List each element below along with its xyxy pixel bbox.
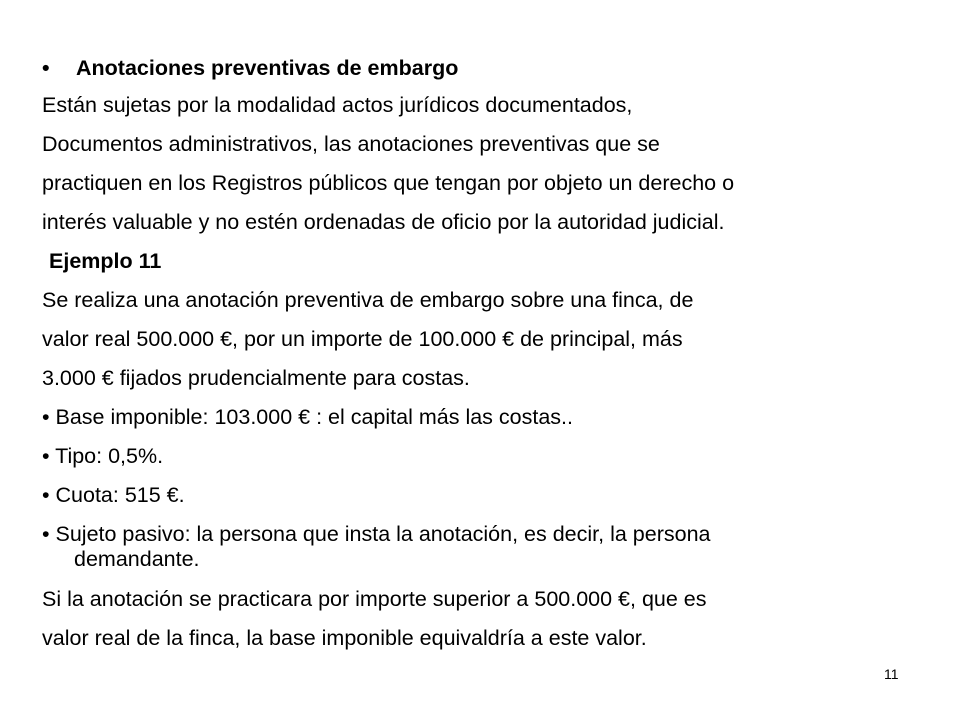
example-line-2: valor real 500.000 €, por un importe de 100.000 € de principal, más [42,327,683,351]
example-title: Ejemplo 11 [49,249,162,273]
item-sujeto-pasivo: • Sujeto pasivo: la persona que insta la anotación, es decir, la persona [42,522,711,546]
closing-line-1: Si la anotación se practicara por importe superior a 500.000 €, que es [42,587,707,611]
example-line-1: Se realiza una anotación preventiva de embargo sobre una finca, de [42,288,694,312]
section-heading [42,55,458,81]
intro-line-4: interés valuable y no estén ordenadas de oficio por la autoridad judicial. [42,210,725,234]
heading-bullet: • [42,56,50,80]
page-number: 11 [884,666,899,682]
example-line-3: 3.000 € fijados prudencialmente para costas. [42,366,470,390]
intro-line-1: Están sujetas por la modalidad actos jurídicos documentados, [42,93,633,117]
item-base-imponible: • Base imponible: 103.000 € : el capital más las costas.. [42,405,573,429]
heading-text: Anotaciones preventivas de embargo [76,56,459,80]
item-tipo: • Tipo: 0,5%. [42,444,164,468]
intro-line-3: practiquen en los Registros públicos que tengan por objeto un derecho o [42,171,735,195]
closing-line-2: valor real de la finca, la base imponible equivaldría a este valor. [42,626,647,650]
item-sujeto-pasivo-continuation: demandante. [74,547,200,571]
intro-line-2: Documentos administrativos, las anotaciones preventivas que se [42,132,660,156]
item-cuota: • Cuota: 515 €. [42,483,185,507]
